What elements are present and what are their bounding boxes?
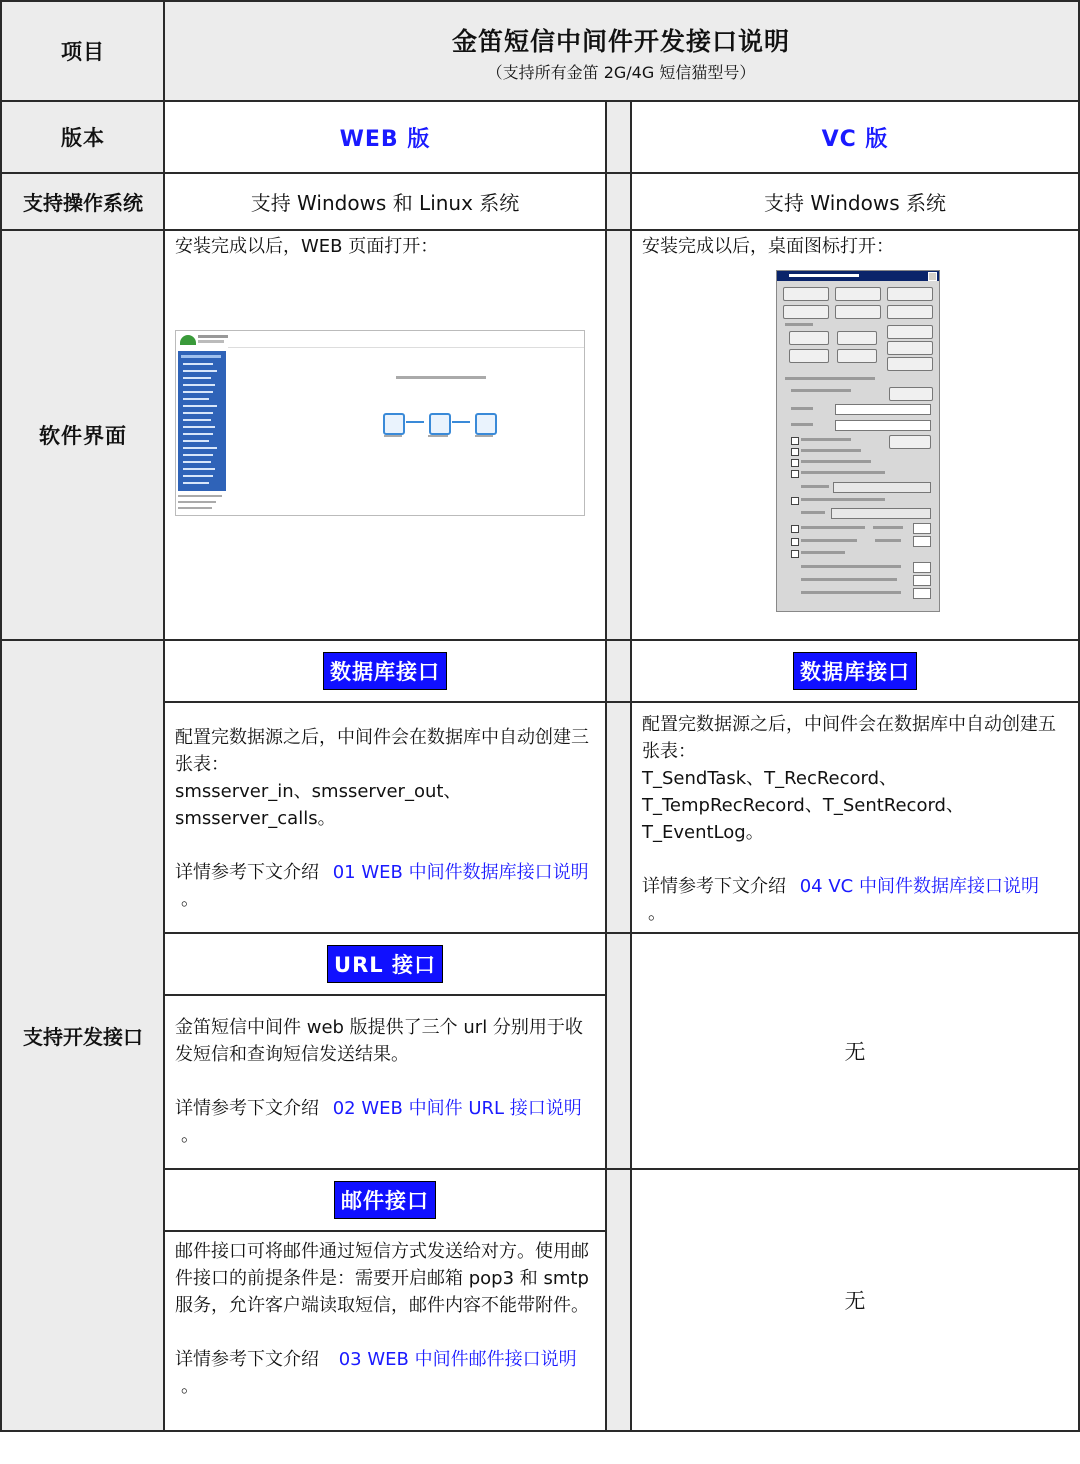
web-db-tag-cell (165, 641, 605, 701)
web-url-tag-cell (165, 934, 605, 994)
web-step-icon (475, 413, 497, 435)
web-db-desc (175, 724, 597, 913)
web-step-icon (383, 413, 405, 435)
web-os: 支持 Windows 和 Linux 系统 (250, 191, 520, 215)
vc-db-desc (642, 711, 1068, 927)
web-mail-ref-prefix: 详情参考下文介绍 (175, 1349, 319, 1370)
web-url-ref-suffix: 。 (181, 1125, 199, 1146)
web-welcome-text (396, 376, 486, 379)
web-footer-text (178, 495, 222, 497)
web-url-ref-prefix: 详情参考下文介绍 (175, 1098, 319, 1119)
web-step-arrow (452, 421, 470, 423)
version-label: 版本 (61, 126, 105, 150)
vc-db-ref-suffix: 。 (648, 903, 666, 924)
vc-db-ref-prefix: 详情参考下文介绍 (642, 876, 786, 897)
web-mail-text: 邮件接口可将邮件通过短信方式发送给对方。使用邮件接口的前提条件是：需要开启邮箱 pop3 和 smtp 服务，允许客户端读取短信，邮件内容不能带附件。 (175, 1241, 589, 1316)
web-mail-desc (175, 1238, 597, 1400)
vc-version: VC 版 (821, 126, 889, 152)
web-step-label (475, 435, 493, 437)
web-logo-icon (180, 335, 196, 345)
web-step-arrow (406, 421, 424, 423)
vc-ui-screenshot (776, 270, 940, 612)
web-db-tag: 数据库接口 (323, 652, 447, 690)
web-url-ref-link[interactable]: 02 WEB 中间件 URL 接口说明 (332, 1098, 582, 1119)
vc-url-none: 无 (844, 1040, 866, 1064)
close-icon (928, 272, 937, 281)
web-db-text-2: smsserver_in、smsserver_out、smsserver_calls。 (175, 781, 462, 829)
web-db-ref-suffix: 。 (181, 889, 199, 910)
web-url-text: 金笛短信中间件 web 版提供了三个 url 分别用于收发短信和查询短信发送结果。 (175, 1017, 583, 1065)
vc-os: 支持 Windows 系统 (764, 191, 946, 215)
web-ui-screenshot (175, 330, 585, 516)
vc-db-tag: 数据库接口 (793, 652, 917, 690)
web-db-text-1: 配置完数据源之后，中间件会在数据库中自动创建三张表： (175, 727, 589, 775)
web-mail-tag: 邮件接口 (334, 1181, 436, 1219)
web-step-label (384, 435, 402, 437)
web-url-desc (175, 1014, 597, 1149)
vc-mail-none: 无 (844, 1289, 866, 1313)
web-mail-ref-suffix: 。 (181, 1376, 199, 1397)
web-version: WEB 版 (339, 126, 431, 152)
web-logo-text (198, 335, 228, 338)
web-step-icon (429, 413, 451, 435)
web-db-ref-prefix: 详情参考下文介绍 (175, 862, 319, 883)
web-logo-text (198, 340, 224, 343)
grid-line (164, 701, 1080, 703)
header-title-block (164, 2, 1078, 100)
web-url-ref (175, 1095, 597, 1149)
separator-column-bg (607, 100, 631, 1432)
web-ui-caption: 安装完成以后，WEB 页面打开： (175, 236, 439, 257)
web-mail-ref (175, 1346, 597, 1400)
page-subtitle: （支持所有金笛 2G/4G 短信猫型号） (486, 63, 756, 82)
web-db-ref-link[interactable]: 01 WEB 中间件数据库接口说明 (332, 862, 589, 883)
web-footer-text (178, 501, 216, 503)
os-label: 支持操作系统 (23, 191, 143, 215)
vc-db-text-2: T_SendTask、T_RecRecord、T_TempRecRecord、T_SentRecord、T_EventLog。 (642, 768, 964, 843)
grid-line (164, 994, 607, 996)
web-db-ref (175, 859, 597, 913)
web-footer-text (178, 507, 212, 509)
item-label: 项目 (61, 40, 105, 64)
vc-db-ref (642, 873, 1068, 927)
web-url-tag: URL 接口 (327, 945, 443, 983)
ui-label: 软件界面 (39, 424, 127, 448)
vc-db-tag-cell (632, 641, 1078, 701)
web-sidebar (178, 351, 226, 491)
dev-label: 支持开发接口 (23, 1025, 143, 1049)
web-mail-ref-link[interactable]: 03 WEB 中间件邮件接口说明 (338, 1349, 577, 1370)
web-mail-tag-cell (165, 1170, 605, 1230)
grid-line (164, 1230, 607, 1232)
vc-db-ref-link[interactable]: 04 VC 中间件数据库接口说明 (799, 876, 1039, 897)
grid-line (605, 100, 607, 1432)
web-topbar-divider (228, 347, 584, 348)
vc-db-text-1: 配置完数据源之后，中间件会在数据库中自动创建五张表： (642, 714, 1056, 762)
page-title: 金笛短信中间件开发接口说明 (451, 27, 790, 56)
vc-ui-caption: 安装完成以后，桌面图标打开： (642, 236, 894, 257)
grid-line (0, 1430, 1080, 1432)
web-step-label (428, 435, 448, 437)
vc-titlebar (777, 271, 939, 281)
